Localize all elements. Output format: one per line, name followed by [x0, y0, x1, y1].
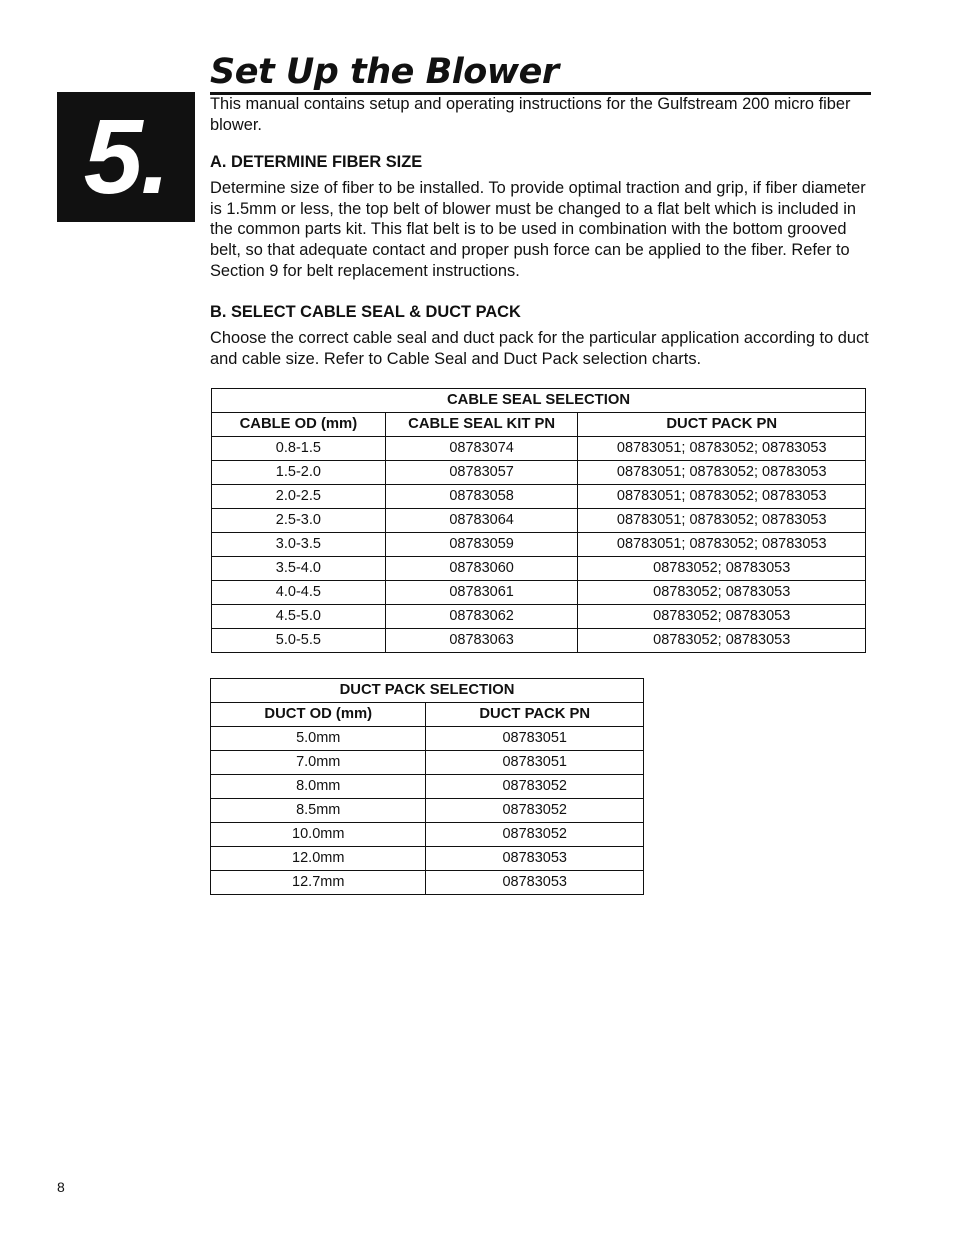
duct-pack-cell: 08783052; 08783053 — [578, 557, 866, 581]
duct-pack-cell: 08783051; 08783052; 08783053 — [578, 533, 866, 557]
duct-pack-selection-table — [210, 678, 644, 895]
table-row — [211, 871, 644, 895]
cable-table-header: CABLE SEAL KIT PN — [385, 413, 578, 437]
section-b-heading: B. SELECT CABLE SEAL & DUCT PACK — [210, 303, 521, 322]
table-row — [212, 581, 866, 605]
cable-od-cell: 0.8-1.5 — [212, 437, 386, 461]
cable-table-header: CABLE OD (mm) — [212, 413, 386, 437]
table-row — [211, 751, 644, 775]
table-row — [211, 847, 644, 871]
duct-od-cell: 5.0mm — [211, 727, 426, 751]
section-a-paragraph: Determine size of fiber to be installed. To provide optimal traction and grip, if fiber diameter is 1.5mm or less, the top belt of blower must be changed to a flat belt which is included in the common parts kit. This flat belt is to be used in combination with the bottom grooved belt, so that adequate contact and proper push force can be applied to the fiber. Refer to Section 9 for belt replacement instructions. — [210, 179, 866, 280]
duct-od-cell: 12.7mm — [211, 871, 426, 895]
cable-seal-kit-cell: 08783057 — [385, 461, 578, 485]
cable-seal-kit-cell: 08783060 — [385, 557, 578, 581]
intro-paragraph: This manual contains setup and operating instructions for the Gulfstream 200 micro fiber blower. — [210, 95, 851, 134]
page-number: 8 — [57, 1179, 65, 1195]
duct-pack-cell: 08783051 — [426, 727, 644, 751]
cable-seal-kit-cell: 08783074 — [385, 437, 578, 461]
table-row — [211, 823, 644, 847]
cable-table-header: DUCT PACK PN — [578, 413, 866, 437]
duct-pack-cell: 08783052 — [426, 823, 644, 847]
cable-seal-kit-cell: 08783058 — [385, 485, 578, 509]
duct-pack-cell: 08783053 — [426, 847, 644, 871]
cable-od-cell: 3.5-4.0 — [212, 557, 386, 581]
duct-pack-cell: 08783051 — [426, 751, 644, 775]
cable-od-cell: 2.0-2.5 — [212, 485, 386, 509]
table-row — [212, 533, 866, 557]
cable-od-cell: 1.5-2.0 — [212, 461, 386, 485]
cable-seal-kit-cell: 08783059 — [385, 533, 578, 557]
duct-table-header: DUCT OD (mm) — [211, 703, 426, 727]
duct-pack-cell: 08783052; 08783053 — [578, 581, 866, 605]
cable-seal-kit-cell: 08783061 — [385, 581, 578, 605]
duct-od-cell: 10.0mm — [211, 823, 426, 847]
table-row — [211, 775, 644, 799]
section-b-paragraph: Choose the correct cable seal and duct pack for the particular application according to duct and cable size. Refer to Cable Seal and Duct Pack selection charts. — [210, 329, 869, 368]
cable-seal-selection-table — [211, 388, 866, 653]
page-title: Set Up the Blower — [210, 52, 559, 92]
table-row — [212, 461, 866, 485]
duct-pack-cell: 08783051; 08783052; 08783053 — [578, 437, 866, 461]
table-row — [212, 629, 866, 653]
cable-table-title: CABLE SEAL SELECTION — [212, 389, 866, 413]
table-row — [212, 605, 866, 629]
cable-od-cell: 4.5-5.0 — [212, 605, 386, 629]
duct-table-title: DUCT PACK SELECTION — [211, 679, 644, 703]
cable-od-cell: 5.0-5.5 — [212, 629, 386, 653]
duct-od-cell: 8.0mm — [211, 775, 426, 799]
section-number-badge: 5. — [57, 92, 195, 222]
table-row — [211, 799, 644, 823]
table-row — [212, 509, 866, 533]
duct-od-cell: 12.0mm — [211, 847, 426, 871]
cable-seal-kit-cell: 08783062 — [385, 605, 578, 629]
duct-pack-cell: 08783051; 08783052; 08783053 — [578, 485, 866, 509]
table-row — [211, 727, 644, 751]
duct-pack-cell: 08783051; 08783052; 08783053 — [578, 509, 866, 533]
duct-pack-cell: 08783052 — [426, 799, 644, 823]
cable-od-cell: 3.0-3.5 — [212, 533, 386, 557]
cable-od-cell: 2.5-3.0 — [212, 509, 386, 533]
duct-pack-cell: 08783052 — [426, 775, 644, 799]
table-row — [212, 437, 866, 461]
cable-seal-kit-cell: 08783064 — [385, 509, 578, 533]
section-a-heading: A. DETERMINE FIBER SIZE — [210, 153, 423, 172]
duct-pack-cell: 08783052; 08783053 — [578, 629, 866, 653]
duct-pack-cell: 08783053 — [426, 871, 644, 895]
cable-seal-kit-cell: 08783063 — [385, 629, 578, 653]
cable-od-cell: 4.0-4.5 — [212, 581, 386, 605]
duct-pack-cell: 08783052; 08783053 — [578, 605, 866, 629]
duct-table-header: DUCT PACK PN — [426, 703, 644, 727]
duct-od-cell: 7.0mm — [211, 751, 426, 775]
duct-od-cell: 8.5mm — [211, 799, 426, 823]
table-row — [212, 557, 866, 581]
main-content — [210, 94, 872, 369]
duct-pack-cell: 08783051; 08783052; 08783053 — [578, 461, 866, 485]
table-row — [212, 485, 866, 509]
